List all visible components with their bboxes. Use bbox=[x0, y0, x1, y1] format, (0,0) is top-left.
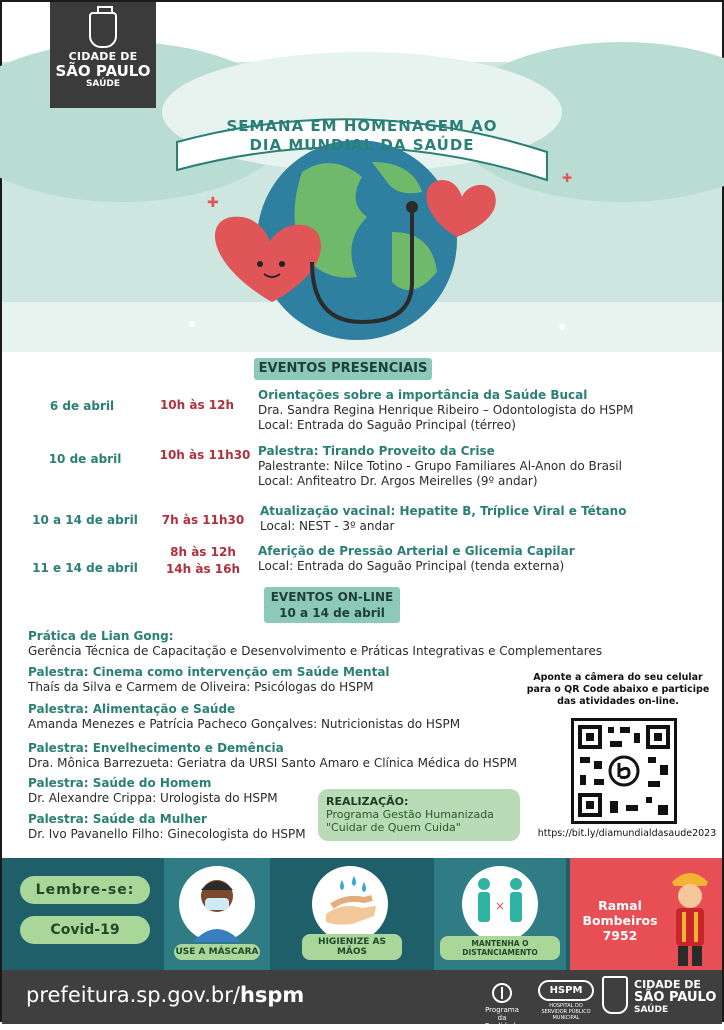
online-item-title: Palestra: Alimentação e Saúde bbox=[28, 702, 236, 716]
event-title: Atualização vacinal: Hepatite B, Tríplice Viral e Tétano bbox=[260, 504, 627, 518]
online-item bbox=[28, 665, 508, 695]
covid-pill: Covid-19 bbox=[20, 916, 150, 944]
wash-hands-icon bbox=[312, 866, 388, 942]
tile-label: USE A MÁSCARA bbox=[174, 944, 260, 960]
online-item bbox=[28, 629, 638, 659]
ramal-text bbox=[582, 898, 658, 943]
ramal-bombeiros-box bbox=[570, 858, 722, 970]
online-item bbox=[28, 812, 318, 842]
tile-hands bbox=[272, 858, 430, 970]
event-time-group bbox=[148, 544, 258, 578]
event-date: 6 de abril bbox=[49, 399, 115, 413]
event-title: Palestra: Tirando Proveito da Crise bbox=[258, 444, 495, 458]
ramal-line2: Bombeiros bbox=[582, 913, 658, 928]
online-item-title: Palestra: Saúde da Mulher bbox=[28, 812, 207, 826]
realizacao-line1: Programa Gestão Humanizada bbox=[326, 808, 494, 821]
online-item-title: Palestra: Cinema como intervenção em Saúde Mental bbox=[28, 665, 390, 679]
event-line: Dra. Sandra Regina Henrique Ribeiro – Odontologista do HSPM bbox=[258, 403, 634, 417]
online-item-desc: Dr. Ivo Pavanello Filho: Ginecologista do HSPM bbox=[28, 827, 306, 841]
event-date: 10 a 14 de abril bbox=[32, 513, 138, 527]
lembre-pill: Lembre-se: bbox=[20, 876, 150, 904]
prefeitura-logo bbox=[50, 2, 156, 108]
qr-pattern-icon bbox=[574, 721, 674, 821]
event-body bbox=[258, 444, 688, 489]
banner-title bbox=[217, 117, 507, 155]
event-line: Local: Anfiteatro Dr. Argos Meirelles (9º andar) bbox=[258, 474, 538, 488]
qr-link[interactable]: https://bit.ly/diamundialdasaude2023 bbox=[537, 828, 717, 839]
footer bbox=[2, 970, 722, 1030]
tile-mask bbox=[164, 858, 270, 970]
qr-instructions: Aponte a câmera do seu celular para o QR Code abaixo e participe das atividades on-line. bbox=[526, 672, 710, 707]
event-title: Aferição de Pressão Arterial e Glicemia Capilar bbox=[258, 544, 575, 558]
online-label-text: EVENTOS ON-LINE bbox=[270, 590, 394, 604]
event-line: Local: NEST - 3º andar bbox=[260, 519, 395, 533]
hspm-subtext: HOSPITAL DO SERVIDOR PÚBLICO MUNICIPAL bbox=[541, 1003, 591, 1021]
qr-code[interactable] bbox=[571, 718, 677, 824]
hspm-text: HSPM bbox=[538, 980, 594, 1001]
event-title: Orientações sobre a importância da Saúde Bucal bbox=[258, 388, 588, 402]
event-line: Local: Entrada do Saguão Principal (térreo) bbox=[258, 418, 516, 432]
crest-icon bbox=[89, 12, 117, 48]
banner-line1: SEMANA EM HOMENAGEM AO bbox=[226, 117, 498, 135]
online-item-title: Palestra: Envelhecimento e Demência bbox=[28, 741, 284, 755]
footer-url[interactable] bbox=[26, 983, 304, 1007]
realizacao-label: REALIZAÇÃO: bbox=[326, 795, 409, 808]
event-time-2: 14h às 16h bbox=[165, 562, 241, 576]
online-item-title: Palestra: Saúde do Homem bbox=[28, 776, 212, 790]
svg-text:✚: ✚ bbox=[562, 171, 573, 185]
event-body bbox=[258, 388, 688, 433]
qualidade-logo bbox=[480, 982, 524, 1030]
event-body bbox=[258, 544, 688, 574]
event-body bbox=[260, 504, 690, 534]
event-line: Palestrante: Nilce Totino - Grupo Familiares Al-Anon do Brasil bbox=[258, 459, 622, 473]
event-time: 10h às 11h30 bbox=[159, 448, 251, 462]
qualidade-icon bbox=[491, 982, 513, 1004]
realizacao-line2: "Cuidar de Quem Cuida" bbox=[326, 821, 461, 834]
hspm-logo bbox=[538, 980, 594, 1021]
event-time: 8h às 12h bbox=[170, 545, 236, 559]
svg-text:✚: ✚ bbox=[207, 195, 219, 211]
tile-label: MANTENHA O DISTANCIAMENTO bbox=[440, 936, 560, 960]
banner-line2: DIA MUNDIAL DA SAÚDE bbox=[249, 136, 475, 154]
footer-logo-line2: SÃO PAULO bbox=[634, 990, 717, 1005]
mask-person-icon bbox=[179, 866, 255, 942]
firefighter-icon bbox=[662, 864, 718, 968]
event-line: Local: Entrada do Saguão Principal (tenda externa) bbox=[258, 559, 565, 573]
presenciais-label: EVENTOS PRESENCIAIS bbox=[254, 358, 432, 380]
event-date: 11 e 14 de abril bbox=[32, 561, 138, 575]
ramal-line1: Ramal bbox=[598, 898, 642, 913]
svg-text:×: × bbox=[495, 899, 506, 913]
online-item-desc: Gerência Técnica de Capacitação e Desenvolvimento e Práticas Integrativas e Complementares bbox=[28, 644, 603, 658]
online-label bbox=[264, 587, 400, 623]
tile-distance bbox=[434, 858, 566, 970]
logo-line3: SAÚDE bbox=[85, 79, 121, 89]
hero-illustration bbox=[2, 2, 722, 352]
footer-url-prefix: prefeitura.sp.gov.br/ bbox=[26, 983, 240, 1007]
tile-label: HIGIENIZE AS MÃOS bbox=[302, 934, 402, 960]
online-item-desc: Dr. Alexandre Crippa: Urologista do HSPM bbox=[28, 791, 278, 805]
ramal-line3: 7952 bbox=[602, 928, 638, 943]
online-item bbox=[28, 702, 508, 732]
footer-logo-line3: SAÚDE bbox=[634, 1005, 669, 1015]
online-item bbox=[28, 776, 318, 806]
online-item-title: Prática de Lian Gong: bbox=[28, 629, 174, 643]
realizacao-box bbox=[318, 789, 520, 841]
online-item-desc: Amanda Menezes e Patrícia Pacheco Gonçalves: Nutricionistas do HSPM bbox=[28, 717, 461, 731]
online-item-desc: Thaís da Silva e Carmem de Oliveira: Psicólogas do HSPM bbox=[28, 680, 374, 694]
footer-logo-text bbox=[634, 978, 716, 1017]
event-time: 7h às 11h30 bbox=[161, 513, 245, 527]
footer-url-bold: hspm bbox=[239, 983, 305, 1007]
svg-text:✚: ✚ bbox=[462, 212, 476, 231]
footer-logo-line1: CIDADE DE bbox=[634, 978, 701, 991]
online-item bbox=[28, 741, 528, 771]
online-dates: 10 a 14 de abril bbox=[279, 606, 385, 620]
online-item-desc: Dra. Mônica Barrezueta: Geriatra da URSI Santo Amaro e Clínica Médica do HSPM bbox=[28, 756, 518, 770]
logo-line2: SÃO PAULO bbox=[55, 62, 151, 80]
logo-line1: CIDADE DE bbox=[68, 50, 138, 63]
crest-icon bbox=[602, 976, 628, 1014]
qualidade-text: Programa da Qualidade bbox=[484, 1006, 520, 1030]
event-time: 10h às 12h bbox=[159, 398, 235, 412]
event-date: 10 de abril bbox=[48, 452, 122, 466]
distancing-icon bbox=[462, 866, 538, 942]
